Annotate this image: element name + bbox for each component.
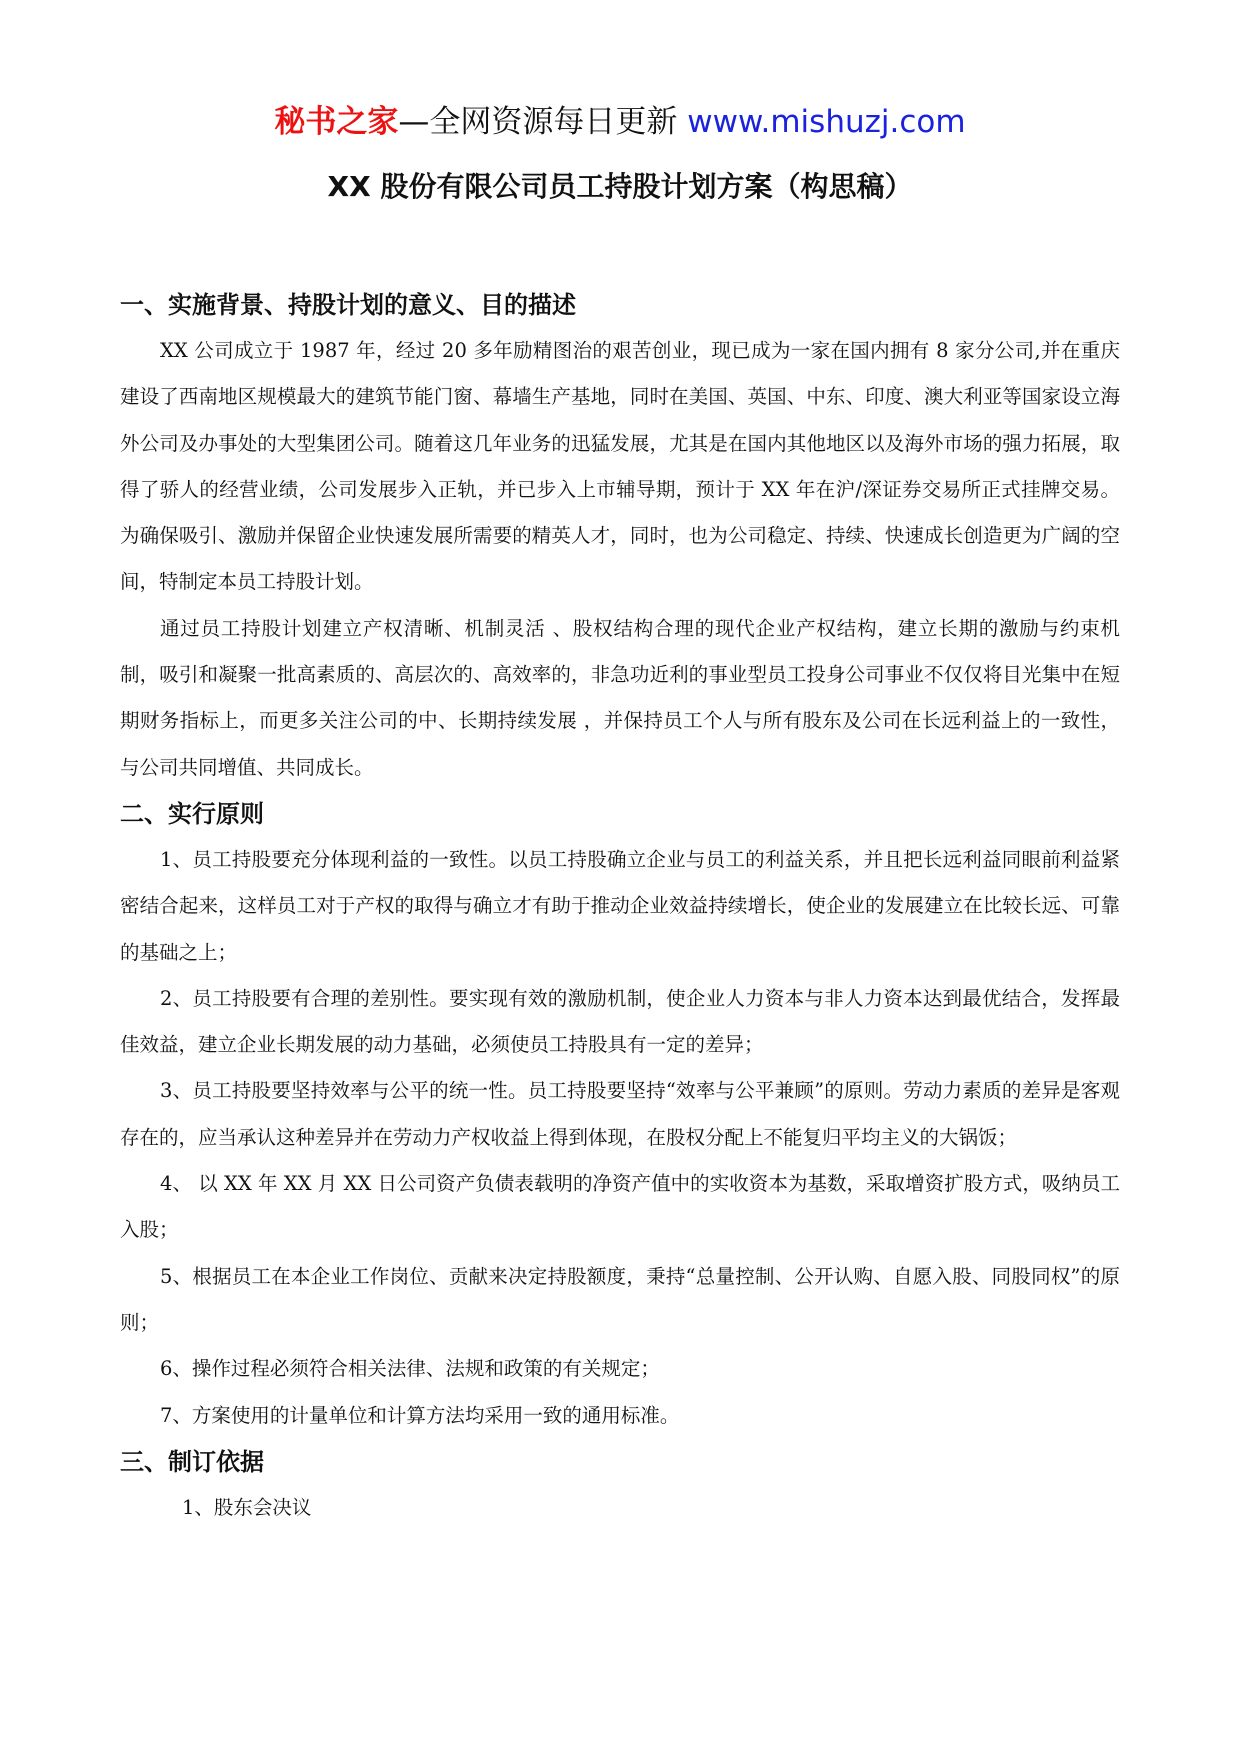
- banner-brand: 秘书之家: [274, 104, 399, 140]
- principle-item-1: 1、员工持股要充分体现利益的一致性。以员工持股确立企业与员工的利益关系，并且把长远利益同眼前利益紧密结合起来，这样员工对于产权的取得与确立才有助于推动企业效益持续增长，使企业的发展建立在比较长远、可靠的基础之上；: [120, 847, 1120, 964]
- paragraph-background: XX 公司成立于 1987 年，经过 20 多年励精图治的艰苦创业，现已成为一家在国内拥有 8 家分公司,并在重庆建设了西南地区规模最大的建筑节能门窗、幕墙生产基地，同时在美国、英国、中东、印度、澳大利亚等国家设立海外公司及办事处的大型集团公司。随着这几年业务的迅猛发展，尤其是在国内其他地区以及海外市场的强力拓展，取得了骄人的经营业绩，公司发展步入正轨，并已步入上市辅导期，预计于 XX 年在沪/深证券交易所正式挂牌交易。为确保吸引、激励并保留企业快速发展所需要的精英人才，同时，也为公司稳定、持续、快速成长创造更为广阔的空间，特制定本员工持股计划。: [120, 339, 1120, 594]
- principle-item-6: 6、操作过程必须符合相关法律、法规和政策的有关规定；: [160, 1357, 660, 1381]
- principle-item-4: 4、 以 XX 年 XX 月 XX 日公司资产负债表载明的净资产值中的实收资本为基数，采取增资扩股方式，吸纳员工入股；: [120, 1172, 1120, 1242]
- document-title: XX 股份有限公司员工持股计划方案（构思稿）: [327, 170, 913, 203]
- banner-slogan: —全网资源每日更新: [398, 104, 688, 140]
- principle-item-2: 2、员工持股要有合理的差别性。要实现有效的激励机制，使企业人力资本与非人力资本达到最优结合，发挥最佳效益，建立企业长期发展的动力基础，必须使员工持股具有一定的差异；: [120, 986, 1120, 1057]
- principle-item-3: 3、员工持股要坚持效率与公平的统一性。员工持股要坚持“效率与公平兼顾”的原则。劳动力素质的差异是客观存在的，应当承认这种差异并在劳动力产权收益上得到体现，在股权分配上不能复归平均主义的大锅饭；: [120, 1079, 1120, 1149]
- principle-item-5: 5、根据员工在本企业工作岗位、贡献来决定持股额度，秉持“总量控制、公开认购、自愿入股、同股同权”的原则；: [120, 1264, 1120, 1334]
- section-heading-principles: 二、实行原则: [120, 799, 264, 828]
- basis-item-1: 1、股东会决议: [182, 1495, 312, 1519]
- principle-item-7: 7、方案使用的计量单位和计算方法均采用一致的通用标准。: [160, 1403, 680, 1427]
- section-heading-basis: 三、制订依据: [120, 1447, 264, 1476]
- site-banner: [0, 100, 1240, 144]
- section-heading-background: 一、实施背景、持股计划的意义、目的描述: [120, 291, 576, 319]
- document-body: [120, 282, 1120, 1531]
- paragraph-purpose: 通过员工持股计划建立产权清晰、机制灵活 、股权结构合理的现代企业产权结构，建立长期的激励与约束机制，吸引和凝聚一批高素质的、高层次的、高效率的，非急功近利的事业型员工投身公司事业不仅仅将目光集中在短期财务指标上，而更多关注公司的中、长期持续发展 ，并保持员工个人与所有股东及公司在长远利益上的一致性，与公司共同增值、共同成长。: [120, 616, 1120, 779]
- banner-url[interactable]: www.mishuzj.com: [687, 104, 966, 140]
